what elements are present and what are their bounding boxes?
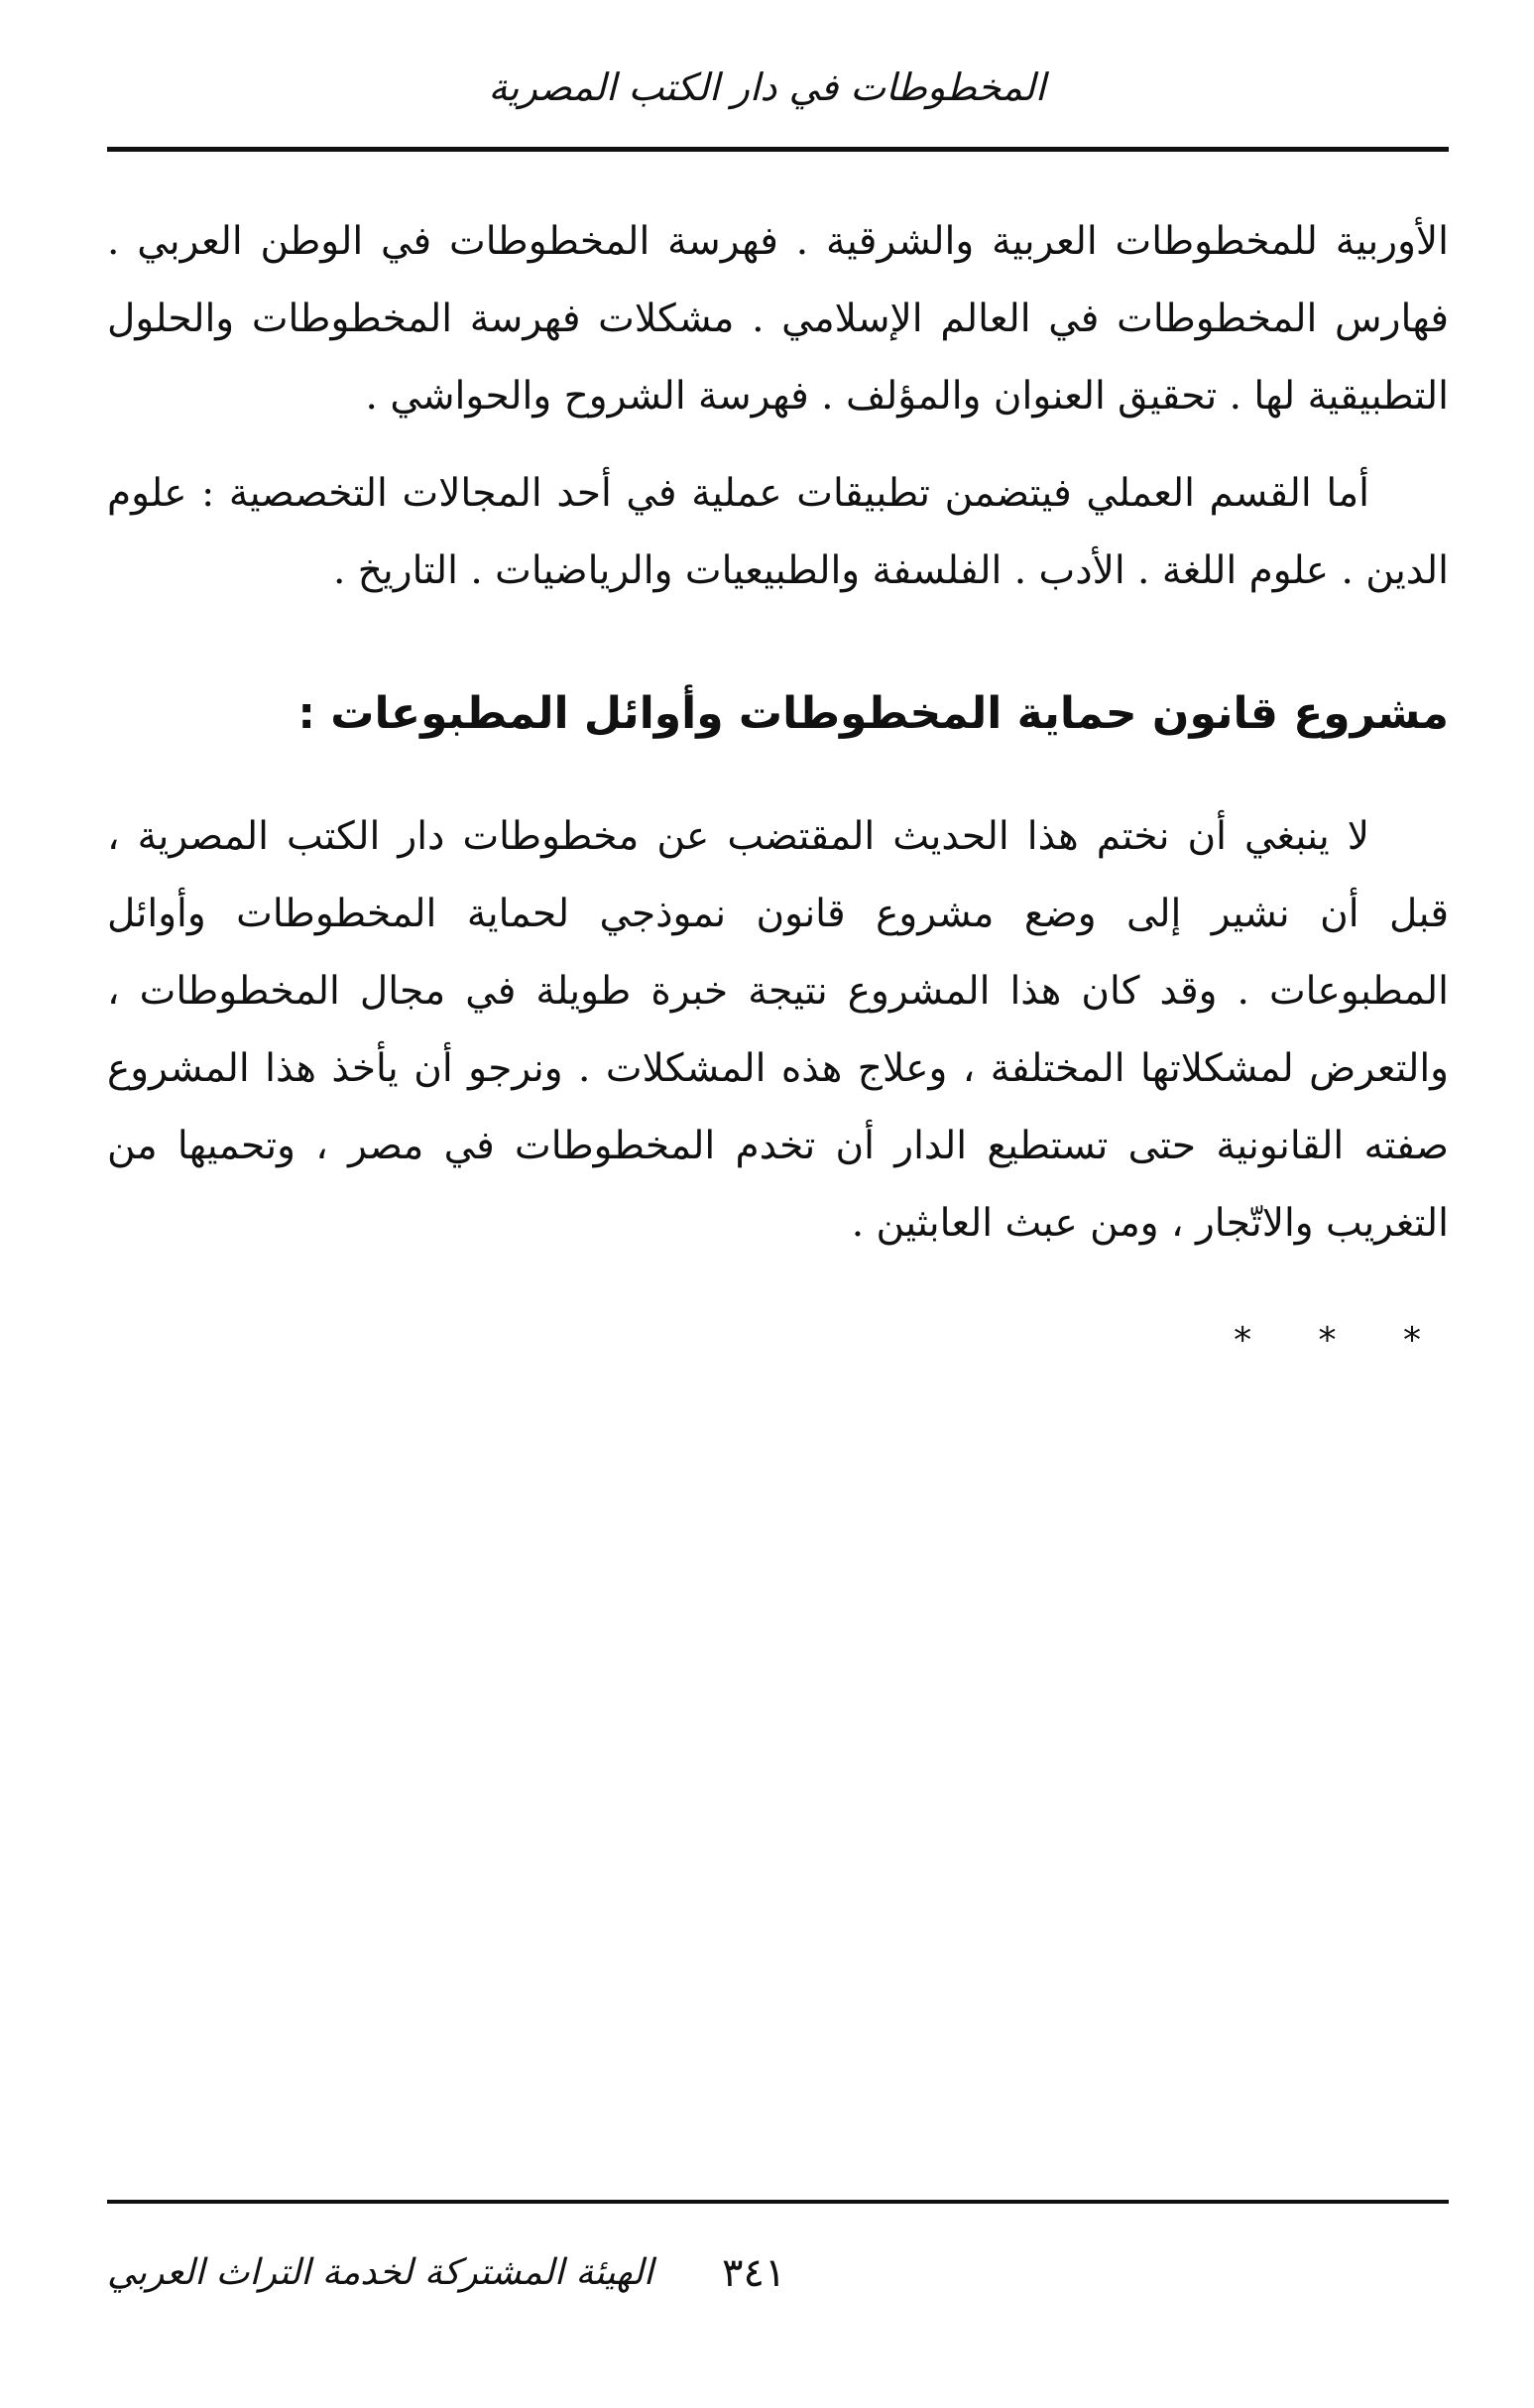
page-footer: [107, 2243, 1449, 2303]
paragraph-practical-section: أما القسم العملي فيتضمن تطبيقات عملية في أحد المجالات التخصصية : علوم الدين . علوم اللغة . الأدب . الفلسفة والطبيعيات والرياضيات . التاريخ .: [107, 471, 1449, 593]
section-heading: مشروع قانون حماية المخطوطات وأوائل المطبوعات :: [297, 688, 1449, 739]
page-number: ٣٤١: [722, 2250, 786, 2296]
paragraph-draft-law: لا ينبغي أن نختم هذا الحديث المقتضب عن مخطوطات دار الكتب المصرية ، قبل أن نشير إلى وضع مشروع قانون نموذجي لحماية المخطوطات وأوائل المطبوعات . وقد كان هذا المشروع نتيجة خبرة طويلة في مجال المخطوطات ، والتعرض لمشكلاتها المختلفة ، وعلاج هذه المشكلات . ونرجو أن يأخذ هذا المشروع صفته القانونية حتى تستطيع الدار أن تخدم المخطوطات في مصر ، وتحميها من التغريب والاتّجار ، ومن عبث العابثين .: [107, 814, 1449, 1246]
page-body: [107, 203, 1449, 1380]
header-rule: [107, 147, 1449, 152]
running-header-title: المخطوطات في دار الكتب المصرية: [488, 65, 1046, 109]
footer-rule: [107, 2200, 1449, 2204]
section-separator: * * *: [1234, 1320, 1449, 1361]
publisher-name: الهيئة المشتركة لخدمة التراث العربي: [107, 2252, 653, 2293]
paragraph-continued: الأوربية للمخطوطات العربية والشرقية . فهرسة المخطوطات في الوطن العربي . فهارس المخطوطات في العالم الإسلامي . مشكلات فهرسة المخطوطات والحلول التطبيقية لها . تحقيق العنوان والمؤلف . فهرسة الشروح والحواشي .: [107, 219, 1449, 419]
